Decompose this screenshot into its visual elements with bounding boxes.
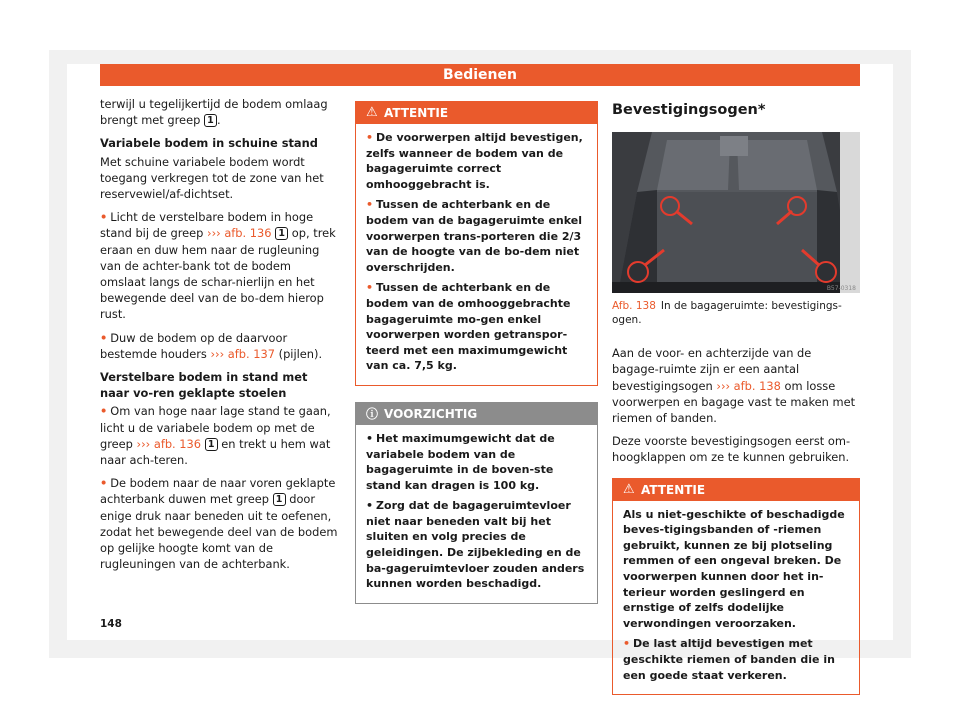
- list-item: • Licht de verstelbare bodem in hoge stand bij de greep ››› afb. 136 1 op, trek eraan en duw hem naar de rugleuning van de achter-bank tot de bodem omslaat langs de schar-nierlijn en het bewegende deel van de bo-dem hierop rust.: [100, 210, 336, 322]
- list-item: • Om van hoge naar lage stand te gaan, licht u de variabele bodem op met de greep ››› afb. 136 1 en trekt u hem wat naar ach-teren.: [100, 404, 331, 468]
- warning-item: • De voorwerpen altijd bevestigen, zelfs wanneer de bodem van de bagageruimte correct omhooggebracht is.: [366, 131, 583, 191]
- callout-number: 1: [273, 493, 286, 506]
- figure-link[interactable]: ››› afb. 138: [716, 378, 781, 393]
- column-left: [100, 96, 340, 579]
- bullet-icon: •: [100, 210, 108, 225]
- warning-body: [356, 124, 597, 385]
- warning-item: • Tussen de achterbank en de bodem van de omhooggebrachte bagageruimte mo-gen enkel voorwerpen worden getranspor-teerd met een maximumgewicht van ca. 7,5 kg.: [366, 281, 571, 373]
- caution-item: • Zorg dat de bagageruimtevloer niet naar beneden valt bij het sluiten en volg precies de geleidingen. De zijbekleding en de ba-gageruimtevloer zouden anders kunnen worden beschadigd.: [366, 499, 585, 591]
- bullet-icon: •: [100, 330, 108, 345]
- bullet-icon: •: [366, 281, 374, 295]
- page-number: 148: [100, 618, 122, 630]
- caution-item: • Het maximumgewicht dat de variabele bodem van de bagageruimte in de boven-ste stand kan dragen is 100 kg.: [366, 431, 555, 492]
- intro-paragraph: terwijl u tegelijkertijd de bodem omlaag brengt met greep 1 .: [100, 97, 328, 128]
- cargo-area-illustration: [612, 132, 860, 293]
- body-paragraph: Deze voorste bevestigingsogen eerst om-hoogklappen om ze te kunnen gebruiken.: [612, 434, 851, 465]
- warning-item: • Tussen de achterbank en de bodem van de bagageruimte enkel voorwerpen trans-porteren die 2/3 van de hoogte van de bo-dem niet overschrijden.: [366, 198, 582, 274]
- callout-number: 1: [275, 227, 288, 240]
- figure-caption: Afb. 138 In de bagageruimte: bevestigings-ogen.: [612, 300, 842, 327]
- warning-header: ⚠ ATTENTIE: [613, 479, 859, 501]
- bullet-icon: •: [100, 404, 108, 419]
- callout-number: 1: [205, 438, 218, 451]
- cargo-area-figure: [612, 132, 860, 293]
- bullet-icon: •: [366, 499, 374, 513]
- list-item: • De bodem naar de naar voren geklapte achterbank duwen met greep 1 door enige druk naar beneden uit te oefenen, zodat het bewegende deel van de bodem op gelijke hoogte komt van de rugleuningen van de achterbank.: [100, 476, 338, 572]
- warning-triangle-icon: ⚠: [366, 105, 378, 120]
- figure-code: B57-0318: [826, 285, 856, 293]
- figure-link[interactable]: ››› afb. 136: [136, 436, 202, 451]
- section-heading-tilted-floor: Variabele bodem in schuine stand: [100, 136, 318, 151]
- caution-box: [355, 402, 598, 604]
- bullet-icon: •: [100, 476, 108, 491]
- chapter-header: Bedienen: [100, 64, 860, 86]
- warning-item: • De last altijd bevestigen met geschikte riemen of banden die in een goede staat verkeren.: [623, 637, 835, 682]
- warning-text: Als u niet-geschikte of beschadigde beves-tigingsbanden of -riemen gebruikt, kunnen ze bij plotseling remmen of een ongeval breken. De voorwerpen kunnen door het in-terieur worden geslingerd en ernstige of zelfs dodelijke verwondingen veroorzaken.: [623, 507, 845, 630]
- info-circle-icon: ⓘ: [366, 406, 379, 421]
- list-item: • Duw de bodem op de daarvoor bestemde houders ››› afb. 137 (pijlen).: [100, 330, 323, 361]
- section-text: Met schuine variabele bodem wordt toegang verkregen tot de zone van het reservewiel/af-dichtset.: [100, 154, 324, 202]
- caption-label: Afb. 138: [612, 300, 656, 313]
- figure-link[interactable]: ››› afb. 136: [207, 226, 272, 241]
- section-heading-folded-seats: Verstelbare bodem in stand met naar vo-ren geklapte stoelen: [100, 370, 308, 401]
- warning-box: [612, 478, 860, 696]
- body-paragraph: Aan de voor- en achterzijde van de bagage-ruimte zijn er een aantal bevestigingsogen ››› afb. 138 om losse voorwerpen en bagage vast te maken met riemen of banden.: [612, 346, 856, 426]
- callout-number: 1: [204, 114, 217, 127]
- bullet-icon: •: [366, 131, 374, 144]
- section-title: Bevestigingsogen*: [612, 102, 766, 118]
- column-middle: [355, 101, 598, 604]
- column-right: [612, 96, 860, 695]
- bullet-icon: •: [366, 431, 374, 445]
- caution-body: [356, 425, 597, 603]
- warning-body: [613, 501, 859, 695]
- warning-triangle-icon: ⚠: [623, 481, 635, 497]
- warning-box: [355, 101, 598, 386]
- figure-link[interactable]: ››› afb. 137: [210, 346, 275, 361]
- bullet-icon: •: [366, 198, 374, 212]
- warning-header: ⚠ ATTENTIE: [356, 102, 597, 124]
- bullet-icon: •: [623, 637, 631, 651]
- caution-header: ⓘ VOORZICHTIG: [356, 403, 597, 425]
